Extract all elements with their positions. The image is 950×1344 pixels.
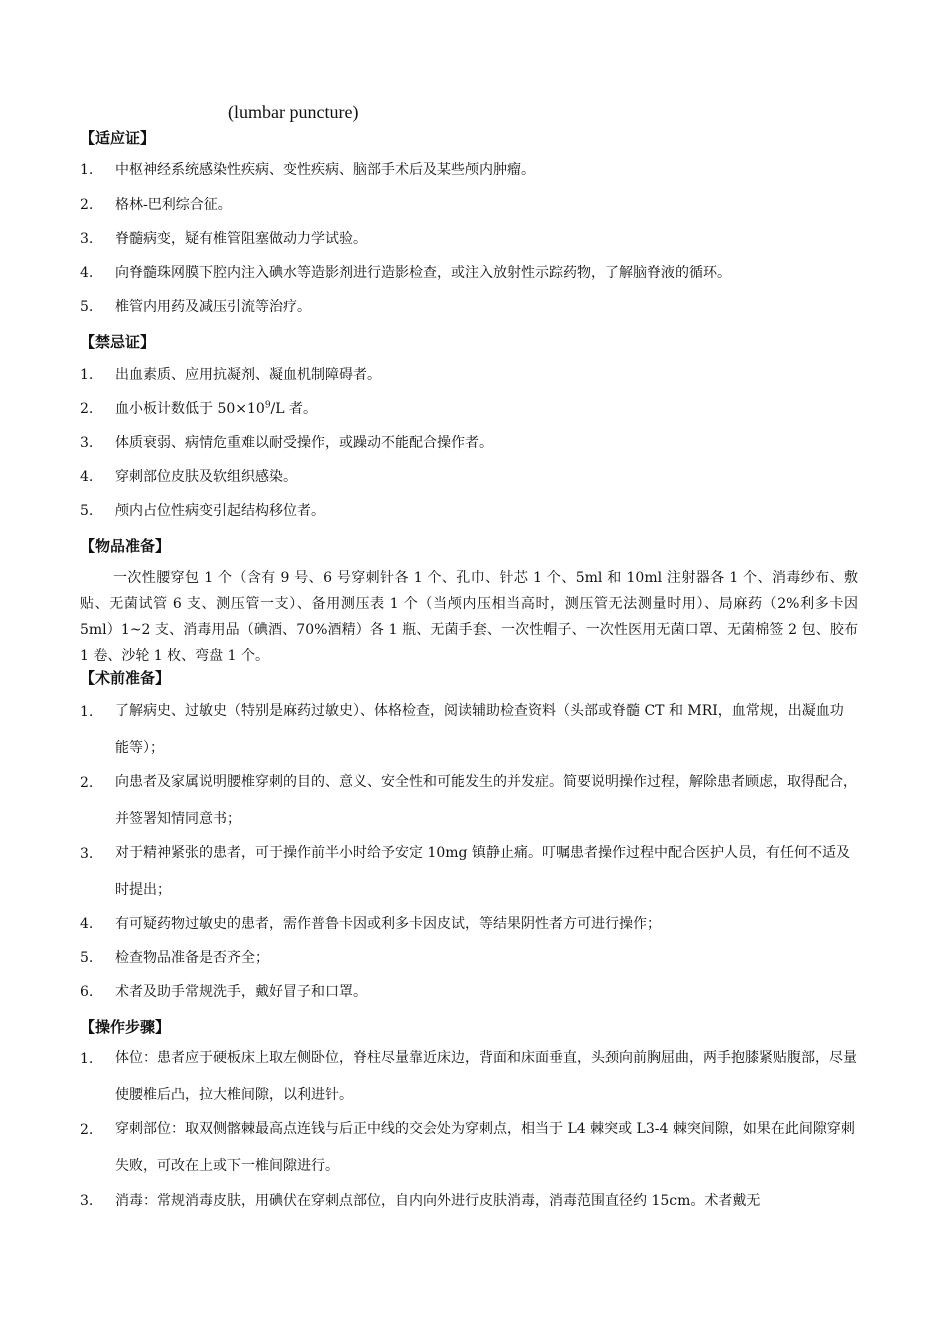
list-number: 1. [80, 1051, 94, 1067]
list-text: 颅内占位性病变引起结构移位者。 [115, 503, 325, 519]
list-text: 术者及助手常规洗手，戴好冒子和口罩。 [115, 984, 367, 1000]
list-number: 1. [80, 162, 94, 178]
list-number: 4. [80, 916, 94, 932]
indications-heading: 【适应证】 [80, 129, 156, 147]
list-text: 出血素质、应用抗凝剂、凝血机制障碍者。 [115, 367, 381, 383]
list-text: 中枢神经系统感染性疾病、变性疾病、脑部手术后及某些颅内肿瘤。 [115, 162, 535, 178]
list-text: 消毒：常规消毒皮肤，用碘伏在穿刺点部位，自内向外进行皮肤消毒，消毒范围直径约 15cm。术者戴无 [115, 1193, 761, 1209]
document-title: (lumbar puncture) [228, 102, 359, 122]
list-text-part: /L 者。 [270, 401, 318, 417]
list-text: 有可疑药物过敏史的患者，需作普鲁卡因或利多卡因皮试，等结果阴性者方可进行操作； [115, 916, 661, 932]
list-text: 体位：患者应于硬板床上取左侧卧位，脊柱尽量靠近床边，背面和床面垂直，头颈向前胸屈曲，两手抱膝紧贴腹部，尽量使腰椎后凸，拉大椎间隙，以利进针。 [115, 1050, 857, 1103]
list-text: 向脊髓珠网膜下腔内注入碘水等造影剂进行造影检查，或注入放射性示踪药物，了解脑脊液的循环。 [115, 265, 731, 281]
list-text: 了解病史、过敏史（特别是麻药过敏史）、体格检查，阅读辅助检查资料（头部或脊髓 CT 和 MRI，血常规，出凝血功能等）； [115, 703, 844, 756]
list-text: 格林-巴利综合征。 [115, 197, 232, 213]
list-number: 2. [80, 401, 94, 417]
list-number: 3. [80, 1193, 94, 1209]
list-text: 检查物品准备是否齐全； [115, 950, 269, 966]
contraindications-heading: 【禁忌证】 [80, 333, 156, 351]
list-number: 3. [80, 846, 94, 862]
supplies-heading: 【物品准备】 [80, 537, 171, 555]
list-number: 4. [80, 469, 94, 485]
list-text [115, 399, 857, 419]
list-number: 2. [80, 775, 94, 791]
list-text-part: 血小板计数低于 50×10 [115, 401, 265, 417]
list-text: 脊髓病变，疑有椎管阻塞做动力学试验。 [115, 231, 367, 247]
steps-heading: 【操作步骤】 [80, 1018, 171, 1036]
list-text: 椎管内用药及减压引流等治疗。 [115, 299, 311, 315]
list-number: 5. [80, 299, 94, 315]
list-number: 3. [80, 435, 94, 451]
superscript: 9 [264, 400, 271, 411]
list-number: 5. [80, 950, 94, 966]
list-text: 向患者及家属说明腰椎穿刺的目的、意义、安全性和可能发生的并发症。简要说明操作过程，解除患者顾虑，取得配合，并签署知情同意书； [115, 774, 857, 827]
list-number: 3. [80, 231, 94, 247]
list-number: 6. [80, 984, 94, 1000]
preop-heading: 【术前准备】 [80, 669, 171, 687]
list-number: 1. [80, 704, 94, 720]
list-number: 5. [80, 503, 94, 519]
supplies-paragraph: 一次性腰穿包 1 个（含有 9 号、6 号穿刺针各 1 个、孔巾、针芯 1 个、5ml 和 10ml 注射器各 1 个、消毒纱布、敷贴、无菌试管 6 支、测压管一支）、备用测压表 1 个（当颅内压相当高时，测压管无法测量时用）、局麻药（2%利多卡因 5ml）1~2 支、消毒用品（碘酒、70%酒精）各 1 瓶、无菌手套、一次性帽子、一次性医用无菌口罩、无菌棉签 2 包、胶布 1 卷、沙轮 1 枚、弯盘 1 个。 [80, 570, 858, 664]
list-text: 对于精神紧张的患者，可于操作前半小时给予安定 10mg 镇静止痛。叮嘱患者操作过程中配合医护人员，有任何不适及时提出； [115, 845, 850, 898]
list-number: 1. [80, 367, 94, 383]
list-number: 2. [80, 197, 94, 213]
list-number: 2. [80, 1122, 94, 1138]
list-text: 体质衰弱、病情危重难以耐受操作，或躁动不能配合操作者。 [115, 435, 493, 451]
list-text: 穿刺部位皮肤及软组织感染。 [115, 469, 297, 485]
list-number: 4. [80, 265, 94, 281]
list-text: 穿刺部位：取双侧髂棘最高点连钱与后正中线的交会处为穿刺点，相当于 L4 棘突或 L3-4 棘突间隙，如果在此间隙穿刺失败，可改在上或下一椎间隙进行。 [115, 1121, 855, 1174]
